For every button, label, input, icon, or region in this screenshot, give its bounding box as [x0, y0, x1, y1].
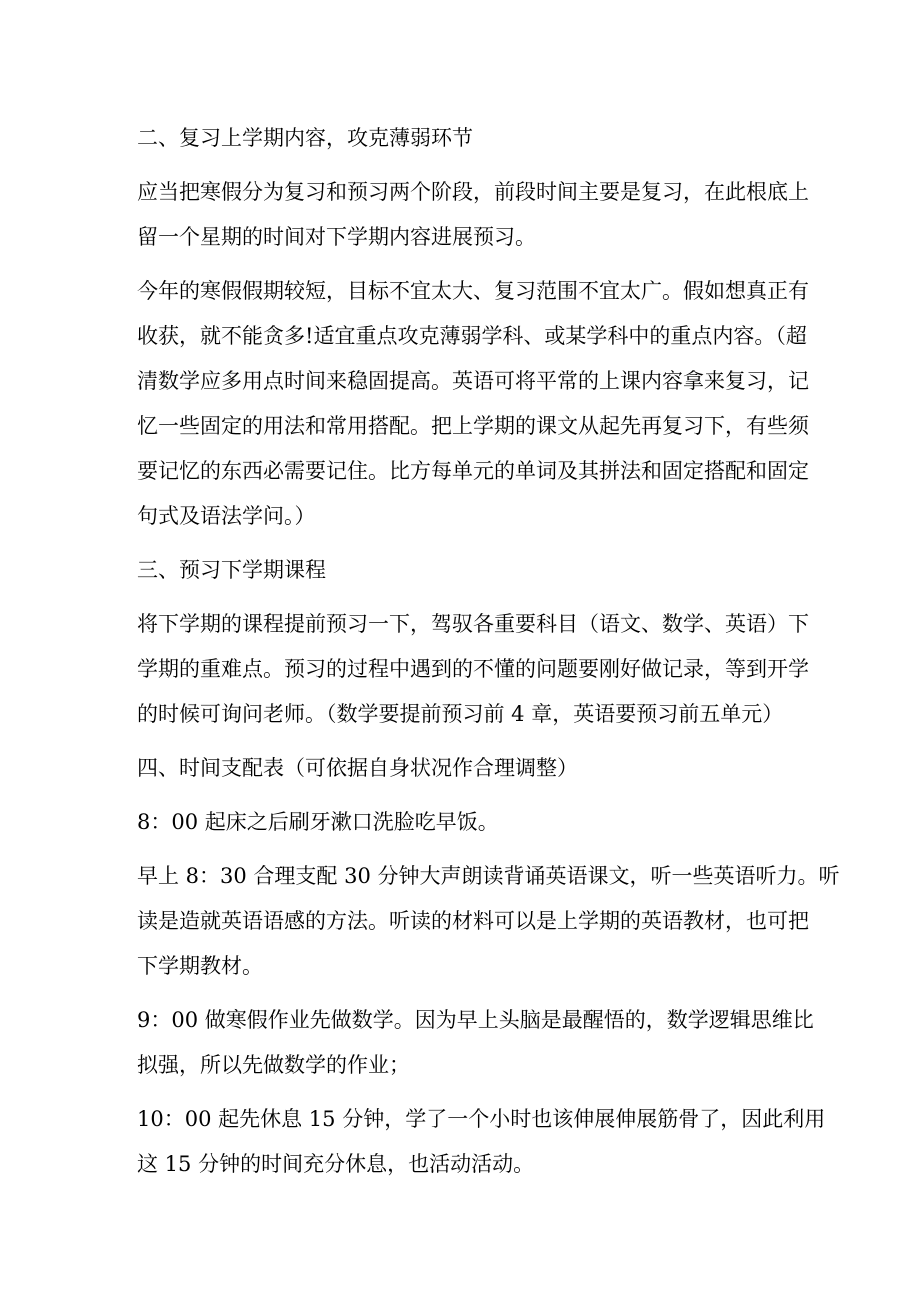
paragraph-gap	[137, 260, 787, 269]
paragraph	[137, 602, 809, 737]
text-line: 拟强，所以先做数学的作业；	[137, 1053, 410, 1077]
text-line: 学期的重难点。预习的过程中遇到的不懂的问题要刚好做记录，等到开学	[137, 657, 809, 681]
paragraph-gap	[137, 791, 787, 800]
paragraph	[137, 269, 809, 539]
paragraph	[137, 548, 787, 593]
paragraph	[137, 116, 787, 161]
paragraph	[137, 998, 814, 1088]
text-line: 读是造就英语语感的方法。听读的材料可以是上学期的英语教材，也可把	[137, 909, 809, 933]
text-line: 今年的寒假假期较短，目标不宜太大、复习范围不宜太广。假如想真正有	[137, 279, 809, 303]
paragraph	[137, 170, 809, 260]
paragraph	[137, 1097, 826, 1187]
paragraph-gap	[137, 539, 787, 548]
paragraph-gap	[137, 737, 787, 746]
text-line: 清数学应多用点时间来稳固提高。英语可将平常的上课内容拿来复习，记	[137, 369, 809, 393]
paragraph	[137, 746, 787, 791]
text-line: 下学期教材。	[137, 954, 263, 978]
paragraph	[137, 854, 840, 989]
text-line: 要记忆的东西必需要记住。比方每单元的单词及其拼法和固定搭配和固定	[137, 459, 809, 483]
paragraph	[137, 800, 787, 845]
text-line: 将下学期的课程提前预习一下，驾驭各重要科目（语文、数学、英语）下	[137, 612, 809, 636]
text-line: 早上 8：30 合理支配 30 分钟大声朗读背诵英语课文，听一些英语听力。听	[137, 864, 840, 888]
document-body	[137, 116, 840, 1187]
text-line: 的时候可询问老师。（数学要提前预习前 4 章，英语要预习前五单元）	[137, 702, 784, 726]
text-line: 应当把寒假分为复习和预习两个阶段，前段时间主要是复习，在此根底上	[137, 180, 809, 204]
text-line: 这 15 分钟的时间充分休息，也活动活动。	[137, 1152, 535, 1176]
paragraph-gap	[137, 845, 787, 854]
paragraph-gap	[137, 593, 787, 602]
text-line: 9：00 做寒假作业先做数学。因为早上头脑是最醒悟的，数学逻辑思维比	[137, 1008, 814, 1032]
text-line: 10：00 起先休息 15 分钟，学了一个小时也该伸展伸展筋骨了，因此利用	[137, 1107, 826, 1131]
text-line: 句式及语法学问。）	[137, 504, 316, 528]
text-line: 二、复习上学期内容，攻克薄弱环节	[137, 126, 473, 150]
text-line: 8：00 起床之后刷牙漱口洗脸吃早饭。	[137, 810, 499, 834]
text-line: 忆一些固定的用法和常用搭配。把上学期的课文从起先再复习下，有些须	[137, 414, 809, 438]
paragraph-gap	[137, 161, 787, 170]
text-line: 三、预习下学期课程	[137, 558, 326, 582]
text-line: 收获，就不能贪多!适宜重点攻克薄弱学科、或某学科中的重点内容。（超	[137, 324, 807, 348]
text-line: 四、时间支配表（可依据自身状况作合理调整）	[137, 756, 578, 780]
paragraph-gap	[137, 989, 787, 998]
text-line: 留一个星期的时间对下学期内容进展预习。	[137, 225, 536, 249]
paragraph-gap	[137, 1088, 787, 1097]
